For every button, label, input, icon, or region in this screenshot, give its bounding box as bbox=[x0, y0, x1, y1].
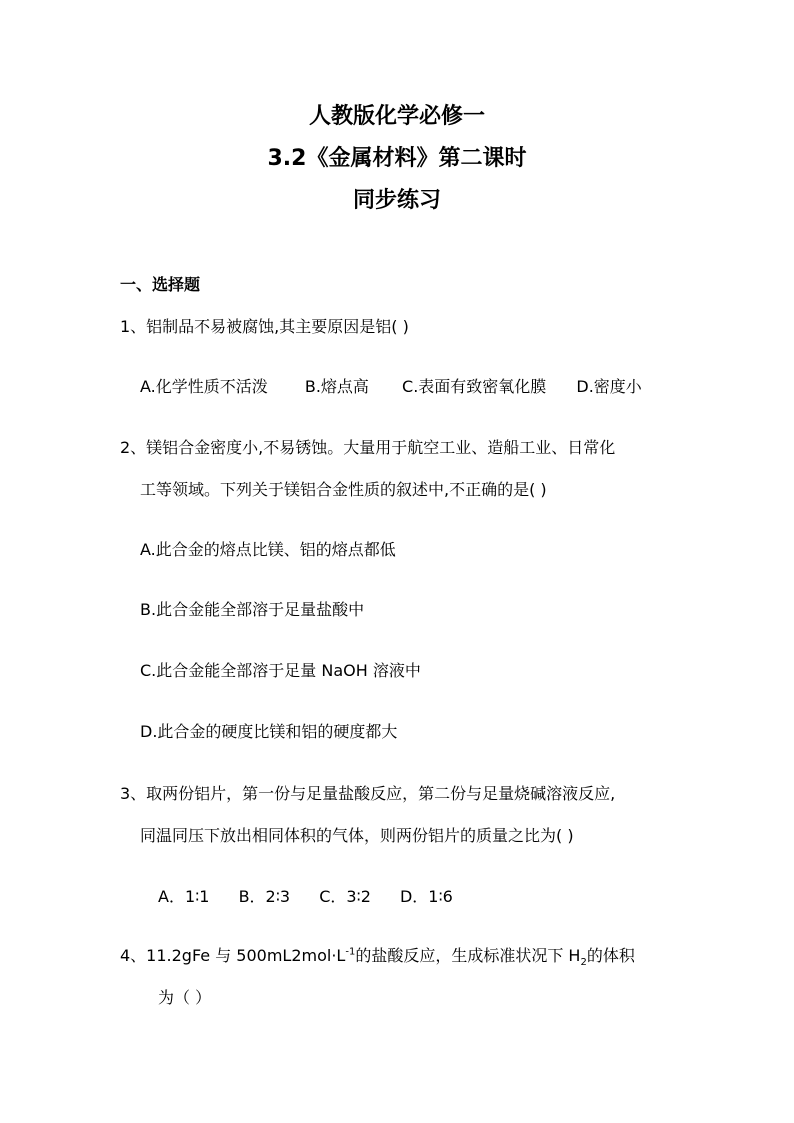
section-heading: 一、选择题 bbox=[120, 275, 201, 294]
q4-text-a: 4、11.2gFe 与 500mL2mol·L bbox=[120, 946, 346, 965]
question-2-stem-line-1: 2、镁铝合金密度小,不易锈蚀。大量用于航空工业、造船工业、日常化 bbox=[120, 438, 616, 457]
title-line-2: 3.2《金属材料》第二课时 bbox=[267, 146, 527, 171]
question-4-stem-line-1 bbox=[120, 945, 635, 967]
title-line-3: 同步练习 bbox=[352, 188, 441, 213]
q1-option-c: C.表面有致密氧化膜 bbox=[402, 377, 547, 396]
q4-subscript: 2 bbox=[580, 957, 587, 969]
q2-option-b: B.此合金能全部溶于足量盐酸中 bbox=[140, 600, 365, 619]
q2-option-c: C.此合金能全部溶于足量 NaOH 溶液中 bbox=[140, 661, 421, 680]
question-3-stem-line-1: 3、取两份铝片，第一份与足量盐酸反应，第二份与足量烧碱溶液反应, bbox=[120, 784, 616, 803]
q3-option-a: A．1∶1 bbox=[158, 887, 210, 906]
q1-option-a: A.化学性质不活泼 bbox=[140, 377, 268, 396]
q3-option-c: C．3∶2 bbox=[319, 887, 371, 906]
q3-option-d: D．1∶6 bbox=[399, 887, 453, 906]
question-3-stem-line-2: 同温同压下放出相同体积的气体，则两份铝片的质量之比为( ) bbox=[140, 826, 574, 845]
q1-option-b: B.熔点高 bbox=[304, 377, 369, 396]
question-1-stem: 1、铝制品不易被腐蚀,其主要原因是铝( ) bbox=[120, 317, 409, 336]
title-line-1: 人教版化学必修一 bbox=[308, 104, 485, 129]
q4-text-b: 的盐酸反应，生成标准状况下 H bbox=[355, 946, 581, 965]
q1-option-d: D.密度小 bbox=[576, 377, 642, 396]
question-3-options bbox=[158, 886, 453, 908]
q3-option-b: B．2∶3 bbox=[238, 887, 291, 906]
q4-text-c: 的体积 bbox=[586, 946, 635, 965]
q2-option-d: D.此合金的硬度比镁和铝的硬度都大 bbox=[140, 722, 398, 741]
question-2-stem-line-2: 工等领域。下列关于镁铝合金性质的叙述中,不正确的是( ) bbox=[140, 480, 547, 499]
q2-option-a: A.此合金的熔点比镁、铝的熔点都低 bbox=[140, 540, 396, 559]
question-1-options bbox=[140, 376, 642, 398]
q4-superscript: -1 bbox=[345, 946, 356, 958]
question-4-stem-line-2: 为（ ） bbox=[158, 988, 212, 1007]
